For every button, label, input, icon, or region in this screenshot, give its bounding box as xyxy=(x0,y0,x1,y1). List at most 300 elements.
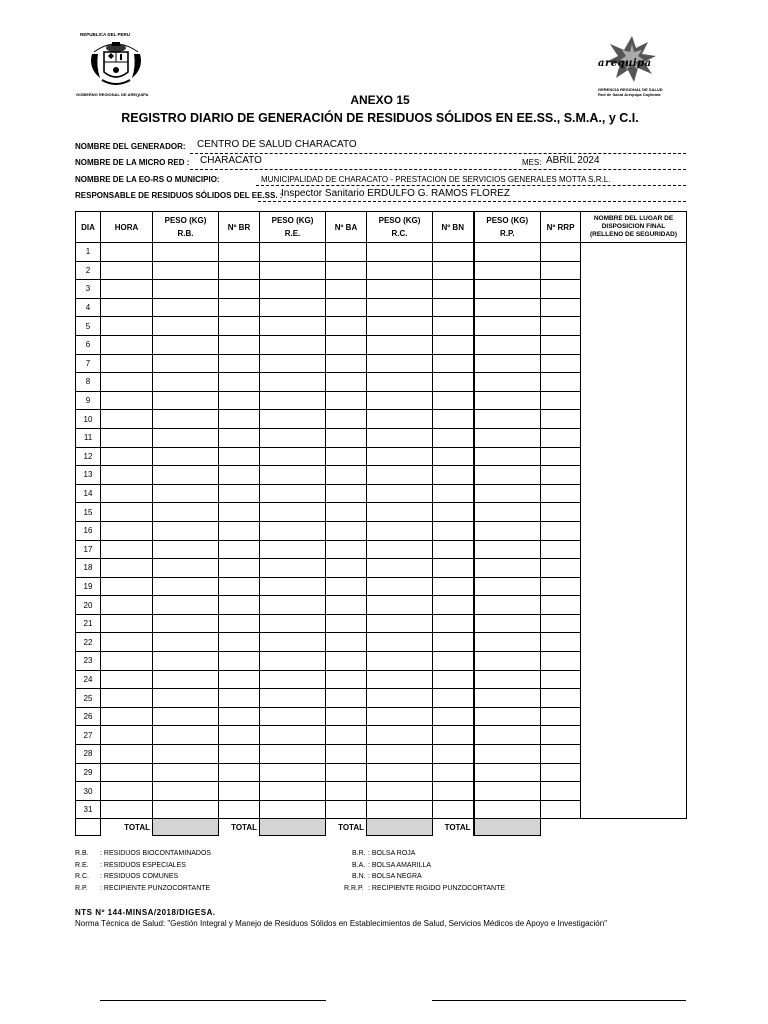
entry-cell[interactable] xyxy=(101,633,153,652)
entry-cell[interactable] xyxy=(367,261,433,280)
entry-cell[interactable] xyxy=(260,503,326,522)
entry-cell[interactable] xyxy=(433,670,474,689)
entry-cell[interactable] xyxy=(433,726,474,745)
entry-cell[interactable] xyxy=(541,243,581,262)
total-rc-cell[interactable] xyxy=(367,819,433,836)
entry-cell[interactable] xyxy=(541,373,581,392)
eors-label: NOMBRE DE LA EO-RS O MUNICIPIO: xyxy=(75,175,220,184)
entry-cell[interactable] xyxy=(219,484,260,503)
entry-cell[interactable] xyxy=(541,503,581,522)
table-row xyxy=(76,243,687,262)
header-nrrp: Nº RRP xyxy=(541,212,581,243)
day-number: 24 xyxy=(76,670,101,689)
entry-cell[interactable] xyxy=(260,335,326,354)
entry-cell[interactable] xyxy=(541,596,581,615)
entry-cell[interactable] xyxy=(219,428,260,447)
entry-cell[interactable] xyxy=(101,800,153,819)
entry-cell[interactable] xyxy=(326,763,367,782)
entry-cell[interactable] xyxy=(367,373,433,392)
entry-cell[interactable] xyxy=(101,596,153,615)
entry-cell[interactable] xyxy=(474,503,541,522)
entry-cell[interactable] xyxy=(153,373,219,392)
entry-cell[interactable] xyxy=(260,373,326,392)
entry-cell[interactable] xyxy=(219,577,260,596)
entry-cell[interactable] xyxy=(367,559,433,578)
entry-cell[interactable] xyxy=(153,466,219,485)
entry-cell[interactable] xyxy=(541,447,581,466)
entry-cell[interactable] xyxy=(433,707,474,726)
entry-cell[interactable] xyxy=(541,428,581,447)
entry-cell[interactable] xyxy=(541,391,581,410)
legend-code: B.A. xyxy=(352,861,366,869)
entry-cell[interactable] xyxy=(474,745,541,764)
entry-cell[interactable] xyxy=(260,317,326,336)
entry-cell[interactable] xyxy=(367,521,433,540)
entry-cell[interactable] xyxy=(326,335,367,354)
entry-cell[interactable] xyxy=(433,559,474,578)
entry-cell[interactable] xyxy=(101,782,153,801)
entry-cell[interactable] xyxy=(219,335,260,354)
entry-cell[interactable] xyxy=(367,782,433,801)
entry-cell[interactable] xyxy=(326,614,367,633)
entry-cell[interactable] xyxy=(433,317,474,336)
entry-cell[interactable] xyxy=(474,391,541,410)
entry-cell[interactable] xyxy=(153,335,219,354)
entry-cell[interactable] xyxy=(433,373,474,392)
entry-cell[interactable] xyxy=(367,633,433,652)
entry-cell[interactable] xyxy=(433,410,474,429)
entry-cell[interactable] xyxy=(101,614,153,633)
entry-cell[interactable] xyxy=(433,447,474,466)
entry-cell[interactable] xyxy=(153,354,219,373)
entry-cell[interactable] xyxy=(474,614,541,633)
entry-cell[interactable] xyxy=(367,540,433,559)
entry-cell[interactable] xyxy=(326,466,367,485)
entry-cell[interactable] xyxy=(260,633,326,652)
entry-cell[interactable] xyxy=(541,354,581,373)
entry-cell[interactable] xyxy=(260,707,326,726)
entry-cell[interactable] xyxy=(153,745,219,764)
entry-cell[interactable] xyxy=(433,298,474,317)
entry-cell[interactable] xyxy=(541,335,581,354)
entry-cell[interactable] xyxy=(101,652,153,671)
entry-cell[interactable] xyxy=(326,428,367,447)
entry-cell[interactable] xyxy=(474,559,541,578)
entry-cell[interactable] xyxy=(219,317,260,336)
entry-cell[interactable] xyxy=(367,410,433,429)
entry-cell[interactable] xyxy=(474,428,541,447)
entry-cell[interactable] xyxy=(541,261,581,280)
entry-cell[interactable] xyxy=(541,540,581,559)
entry-cell[interactable] xyxy=(367,391,433,410)
entry-cell[interactable] xyxy=(433,633,474,652)
entry-cell[interactable] xyxy=(153,317,219,336)
entry-cell[interactable] xyxy=(541,410,581,429)
entry-cell[interactable] xyxy=(101,391,153,410)
entry-cell[interactable] xyxy=(101,335,153,354)
entry-cell[interactable] xyxy=(260,521,326,540)
entry-cell[interactable] xyxy=(326,354,367,373)
entry-cell[interactable] xyxy=(153,559,219,578)
entry-cell[interactable] xyxy=(219,726,260,745)
entry-cell[interactable] xyxy=(367,726,433,745)
entry-cell[interactable] xyxy=(219,298,260,317)
entry-cell[interactable] xyxy=(433,243,474,262)
entry-cell[interactable] xyxy=(474,447,541,466)
entry-cell[interactable] xyxy=(326,484,367,503)
entry-cell[interactable] xyxy=(219,707,260,726)
entry-cell[interactable] xyxy=(260,354,326,373)
entry-cell[interactable] xyxy=(326,298,367,317)
entry-cell[interactable] xyxy=(219,596,260,615)
entry-cell[interactable] xyxy=(153,633,219,652)
entry-cell[interactable] xyxy=(474,540,541,559)
entry-cell[interactable] xyxy=(433,577,474,596)
entry-cell[interactable] xyxy=(433,614,474,633)
entry-cell[interactable] xyxy=(367,447,433,466)
entry-cell[interactable] xyxy=(326,540,367,559)
entry-cell[interactable] xyxy=(153,298,219,317)
entry-cell[interactable] xyxy=(541,614,581,633)
entry-cell[interactable] xyxy=(541,652,581,671)
header-lugar-disposicion: NOMBRE DEL LUGAR DE DISPOSICION FINAL (RELLENO DE SEGURIDAD) xyxy=(581,212,687,243)
entry-cell[interactable] xyxy=(474,782,541,801)
entry-cell[interactable] xyxy=(153,800,219,819)
entry-cell[interactable] xyxy=(541,689,581,708)
entry-cell[interactable] xyxy=(474,317,541,336)
entry-cell[interactable] xyxy=(367,596,433,615)
generador-label: NOMBRE DEL GENERADOR: xyxy=(75,142,186,151)
entry-cell[interactable] xyxy=(367,298,433,317)
entry-cell[interactable] xyxy=(367,280,433,299)
entry-cell[interactable] xyxy=(101,317,153,336)
entry-cell[interactable] xyxy=(260,298,326,317)
total-rb-cell[interactable] xyxy=(153,819,219,836)
entry-cell[interactable] xyxy=(474,707,541,726)
entry-cell[interactable] xyxy=(474,689,541,708)
entry-cell[interactable] xyxy=(153,614,219,633)
entry-cell[interactable] xyxy=(219,373,260,392)
entry-cell[interactable] xyxy=(367,670,433,689)
entry-cell[interactable] xyxy=(367,689,433,708)
entry-cell[interactable] xyxy=(260,652,326,671)
entry-cell[interactable] xyxy=(433,689,474,708)
entry-cell[interactable] xyxy=(326,317,367,336)
entry-cell[interactable] xyxy=(219,354,260,373)
entry-cell[interactable] xyxy=(260,484,326,503)
entry-cell[interactable] xyxy=(219,447,260,466)
entry-cell[interactable] xyxy=(474,298,541,317)
gerencia-regional-salud-logo xyxy=(594,34,670,96)
left-logo-caption: GOBIERNO REGIONAL DE AREQUIPA xyxy=(76,92,149,97)
entry-cell[interactable] xyxy=(101,243,153,262)
entry-cell[interactable] xyxy=(219,503,260,522)
entry-cell[interactable] xyxy=(260,466,326,485)
entry-cell[interactable] xyxy=(326,261,367,280)
entry-cell[interactable] xyxy=(219,466,260,485)
entry-cell[interactable] xyxy=(101,559,153,578)
entry-cell[interactable] xyxy=(541,577,581,596)
entry-cell[interactable] xyxy=(326,707,367,726)
entry-cell[interactable] xyxy=(474,484,541,503)
entry-cell[interactable] xyxy=(326,373,367,392)
entry-cell[interactable] xyxy=(433,466,474,485)
entry-cell[interactable] xyxy=(260,391,326,410)
entry-cell[interactable] xyxy=(541,298,581,317)
entry-cell[interactable] xyxy=(219,800,260,819)
total-rp-cell[interactable] xyxy=(474,819,541,836)
entry-cell[interactable] xyxy=(219,614,260,633)
entry-cell[interactable] xyxy=(219,633,260,652)
entry-cell[interactable] xyxy=(474,670,541,689)
entry-cell[interactable] xyxy=(541,707,581,726)
entry-cell[interactable] xyxy=(101,689,153,708)
entry-cell[interactable] xyxy=(153,707,219,726)
entry-cell[interactable] xyxy=(367,577,433,596)
entry-cell[interactable] xyxy=(101,447,153,466)
entry-cell[interactable] xyxy=(433,261,474,280)
entry-cell[interactable] xyxy=(326,670,367,689)
entry-cell[interactable] xyxy=(153,521,219,540)
entry-cell[interactable] xyxy=(101,503,153,522)
entry-cell[interactable] xyxy=(474,280,541,299)
entry-cell[interactable] xyxy=(101,261,153,280)
entry-cell[interactable] xyxy=(541,782,581,801)
entry-cell[interactable] xyxy=(474,633,541,652)
entry-cell[interactable] xyxy=(367,317,433,336)
entry-cell[interactable] xyxy=(153,782,219,801)
entry-cell[interactable] xyxy=(474,521,541,540)
entry-cell[interactable] xyxy=(541,559,581,578)
entry-cell[interactable] xyxy=(474,354,541,373)
entry-cell[interactable] xyxy=(101,707,153,726)
entry-cell[interactable] xyxy=(326,243,367,262)
entry-cell[interactable] xyxy=(474,466,541,485)
entry-cell[interactable] xyxy=(219,670,260,689)
entry-cell[interactable] xyxy=(101,521,153,540)
entry-cell[interactable] xyxy=(367,745,433,764)
lugar-disposicion-cell[interactable] xyxy=(581,243,687,819)
entry-cell[interactable] xyxy=(326,726,367,745)
entry-cell[interactable] xyxy=(260,596,326,615)
entry-cell[interactable] xyxy=(541,800,581,819)
entry-cell[interactable] xyxy=(153,596,219,615)
entry-cell[interactable] xyxy=(219,652,260,671)
entry-cell[interactable] xyxy=(367,466,433,485)
entry-cell[interactable] xyxy=(101,298,153,317)
entry-cell[interactable] xyxy=(474,596,541,615)
entry-cell[interactable] xyxy=(260,559,326,578)
day-number: 3 xyxy=(76,280,101,299)
entry-cell[interactable] xyxy=(541,466,581,485)
entry-cell[interactable] xyxy=(260,745,326,764)
total-re-cell[interactable] xyxy=(260,819,326,836)
entry-cell[interactable] xyxy=(101,577,153,596)
entry-cell[interactable] xyxy=(474,261,541,280)
entry-cell[interactable] xyxy=(219,261,260,280)
entry-cell[interactable] xyxy=(326,800,367,819)
entry-cell[interactable] xyxy=(541,484,581,503)
entry-cell[interactable] xyxy=(326,559,367,578)
entry-cell[interactable] xyxy=(541,763,581,782)
entry-cell[interactable] xyxy=(367,503,433,522)
entry-cell[interactable] xyxy=(326,745,367,764)
entry-cell[interactable] xyxy=(326,503,367,522)
entry-cell[interactable] xyxy=(260,614,326,633)
entry-cell[interactable] xyxy=(367,763,433,782)
entry-cell[interactable] xyxy=(101,670,153,689)
entry-cell[interactable] xyxy=(367,800,433,819)
entry-cell[interactable] xyxy=(260,428,326,447)
entry-cell[interactable] xyxy=(153,577,219,596)
entry-cell[interactable] xyxy=(433,800,474,819)
entry-cell[interactable] xyxy=(367,243,433,262)
entry-cell[interactable] xyxy=(153,391,219,410)
legend-description: : RESIDUOS COMUNES xyxy=(100,873,179,880)
entry-cell[interactable] xyxy=(101,373,153,392)
entry-cell[interactable] xyxy=(260,670,326,689)
entry-cell[interactable] xyxy=(367,484,433,503)
entry-cell[interactable] xyxy=(260,540,326,559)
entry-cell[interactable] xyxy=(367,335,433,354)
entry-cell[interactable] xyxy=(153,261,219,280)
entry-cell[interactable] xyxy=(326,782,367,801)
entry-cell[interactable] xyxy=(260,800,326,819)
entry-cell[interactable] xyxy=(474,800,541,819)
entry-cell[interactable] xyxy=(474,243,541,262)
entry-cell[interactable] xyxy=(367,652,433,671)
entry-cell[interactable] xyxy=(326,410,367,429)
entry-cell[interactable] xyxy=(433,484,474,503)
entry-cell[interactable] xyxy=(101,726,153,745)
entry-cell[interactable] xyxy=(153,652,219,671)
entry-cell[interactable] xyxy=(474,410,541,429)
entry-cell[interactable] xyxy=(101,466,153,485)
entry-cell[interactable] xyxy=(260,410,326,429)
entry-cell[interactable] xyxy=(326,633,367,652)
entry-cell[interactable] xyxy=(326,689,367,708)
day-number: 10 xyxy=(76,410,101,429)
entry-cell[interactable] xyxy=(474,652,541,671)
entry-cell[interactable] xyxy=(367,428,433,447)
entry-cell[interactable] xyxy=(326,652,367,671)
entry-cell[interactable] xyxy=(326,596,367,615)
entry-cell[interactable] xyxy=(153,447,219,466)
entry-cell[interactable] xyxy=(367,614,433,633)
entry-cell[interactable] xyxy=(541,317,581,336)
entry-cell[interactable] xyxy=(219,540,260,559)
entry-cell[interactable] xyxy=(433,335,474,354)
entry-cell[interactable] xyxy=(367,707,433,726)
entry-cell[interactable] xyxy=(474,335,541,354)
entry-cell[interactable] xyxy=(153,763,219,782)
entry-cell[interactable] xyxy=(101,763,153,782)
entry-cell[interactable] xyxy=(541,280,581,299)
entry-cell[interactable] xyxy=(219,745,260,764)
entry-cell[interactable] xyxy=(433,596,474,615)
entry-cell[interactable] xyxy=(433,391,474,410)
entry-cell[interactable] xyxy=(153,280,219,299)
responsable-value: Inspector Sanitario ERDULFO G. RAMOS FLOREZ xyxy=(281,188,510,199)
entry-cell[interactable] xyxy=(326,447,367,466)
entry-cell[interactable] xyxy=(260,577,326,596)
entry-cell[interactable] xyxy=(219,782,260,801)
entry-cell[interactable] xyxy=(433,354,474,373)
entry-cell[interactable] xyxy=(219,521,260,540)
entry-cell[interactable] xyxy=(260,726,326,745)
entry-cell[interactable] xyxy=(433,763,474,782)
entry-cell[interactable] xyxy=(474,726,541,745)
entry-cell[interactable] xyxy=(433,428,474,447)
entry-cell[interactable] xyxy=(101,484,153,503)
entry-cell[interactable] xyxy=(474,373,541,392)
entry-cell[interactable] xyxy=(219,410,260,429)
entry-cell[interactable] xyxy=(153,670,219,689)
entry-cell[interactable] xyxy=(260,243,326,262)
entry-cell[interactable] xyxy=(219,763,260,782)
entry-cell[interactable] xyxy=(153,410,219,429)
entry-cell[interactable] xyxy=(153,503,219,522)
entry-cell[interactable] xyxy=(541,745,581,764)
entry-cell[interactable] xyxy=(101,428,153,447)
entry-cell[interactable] xyxy=(326,577,367,596)
entry-cell[interactable] xyxy=(541,726,581,745)
entry-cell[interactable] xyxy=(326,521,367,540)
legend-code: R.B. xyxy=(75,850,89,857)
entry-cell[interactable] xyxy=(541,633,581,652)
entry-cell[interactable] xyxy=(260,763,326,782)
entry-cell[interactable] xyxy=(433,652,474,671)
entry-cell[interactable] xyxy=(433,540,474,559)
entry-cell[interactable] xyxy=(326,280,367,299)
day-number: 5 xyxy=(76,317,101,336)
entry-cell[interactable] xyxy=(433,521,474,540)
entry-cell[interactable] xyxy=(541,670,581,689)
entry-cell[interactable] xyxy=(433,280,474,299)
entry-cell[interactable] xyxy=(367,354,433,373)
entry-cell[interactable] xyxy=(219,243,260,262)
entry-cell[interactable] xyxy=(153,726,219,745)
entry-cell[interactable] xyxy=(219,280,260,299)
entry-cell[interactable] xyxy=(153,428,219,447)
entry-cell[interactable] xyxy=(101,410,153,429)
entry-cell[interactable] xyxy=(433,503,474,522)
entry-cell[interactable] xyxy=(260,261,326,280)
entry-cell[interactable] xyxy=(219,391,260,410)
entry-cell[interactable] xyxy=(260,689,326,708)
entry-cell[interactable] xyxy=(433,782,474,801)
entry-cell[interactable] xyxy=(219,689,260,708)
entry-cell[interactable] xyxy=(153,540,219,559)
entry-cell[interactable] xyxy=(101,354,153,373)
entry-cell[interactable] xyxy=(260,782,326,801)
entry-cell[interactable] xyxy=(260,280,326,299)
entry-cell[interactable] xyxy=(153,689,219,708)
entry-cell[interactable] xyxy=(219,559,260,578)
entry-cell[interactable] xyxy=(260,447,326,466)
entry-cell[interactable] xyxy=(153,484,219,503)
entry-cell[interactable] xyxy=(153,243,219,262)
entry-cell[interactable] xyxy=(474,577,541,596)
entry-cell[interactable] xyxy=(101,280,153,299)
entry-cell[interactable] xyxy=(326,391,367,410)
entry-cell[interactable] xyxy=(474,763,541,782)
entry-cell[interactable] xyxy=(541,521,581,540)
day-number: 9 xyxy=(76,391,101,410)
entry-cell[interactable] xyxy=(101,540,153,559)
entry-cell[interactable] xyxy=(101,745,153,764)
entry-cell[interactable] xyxy=(433,745,474,764)
